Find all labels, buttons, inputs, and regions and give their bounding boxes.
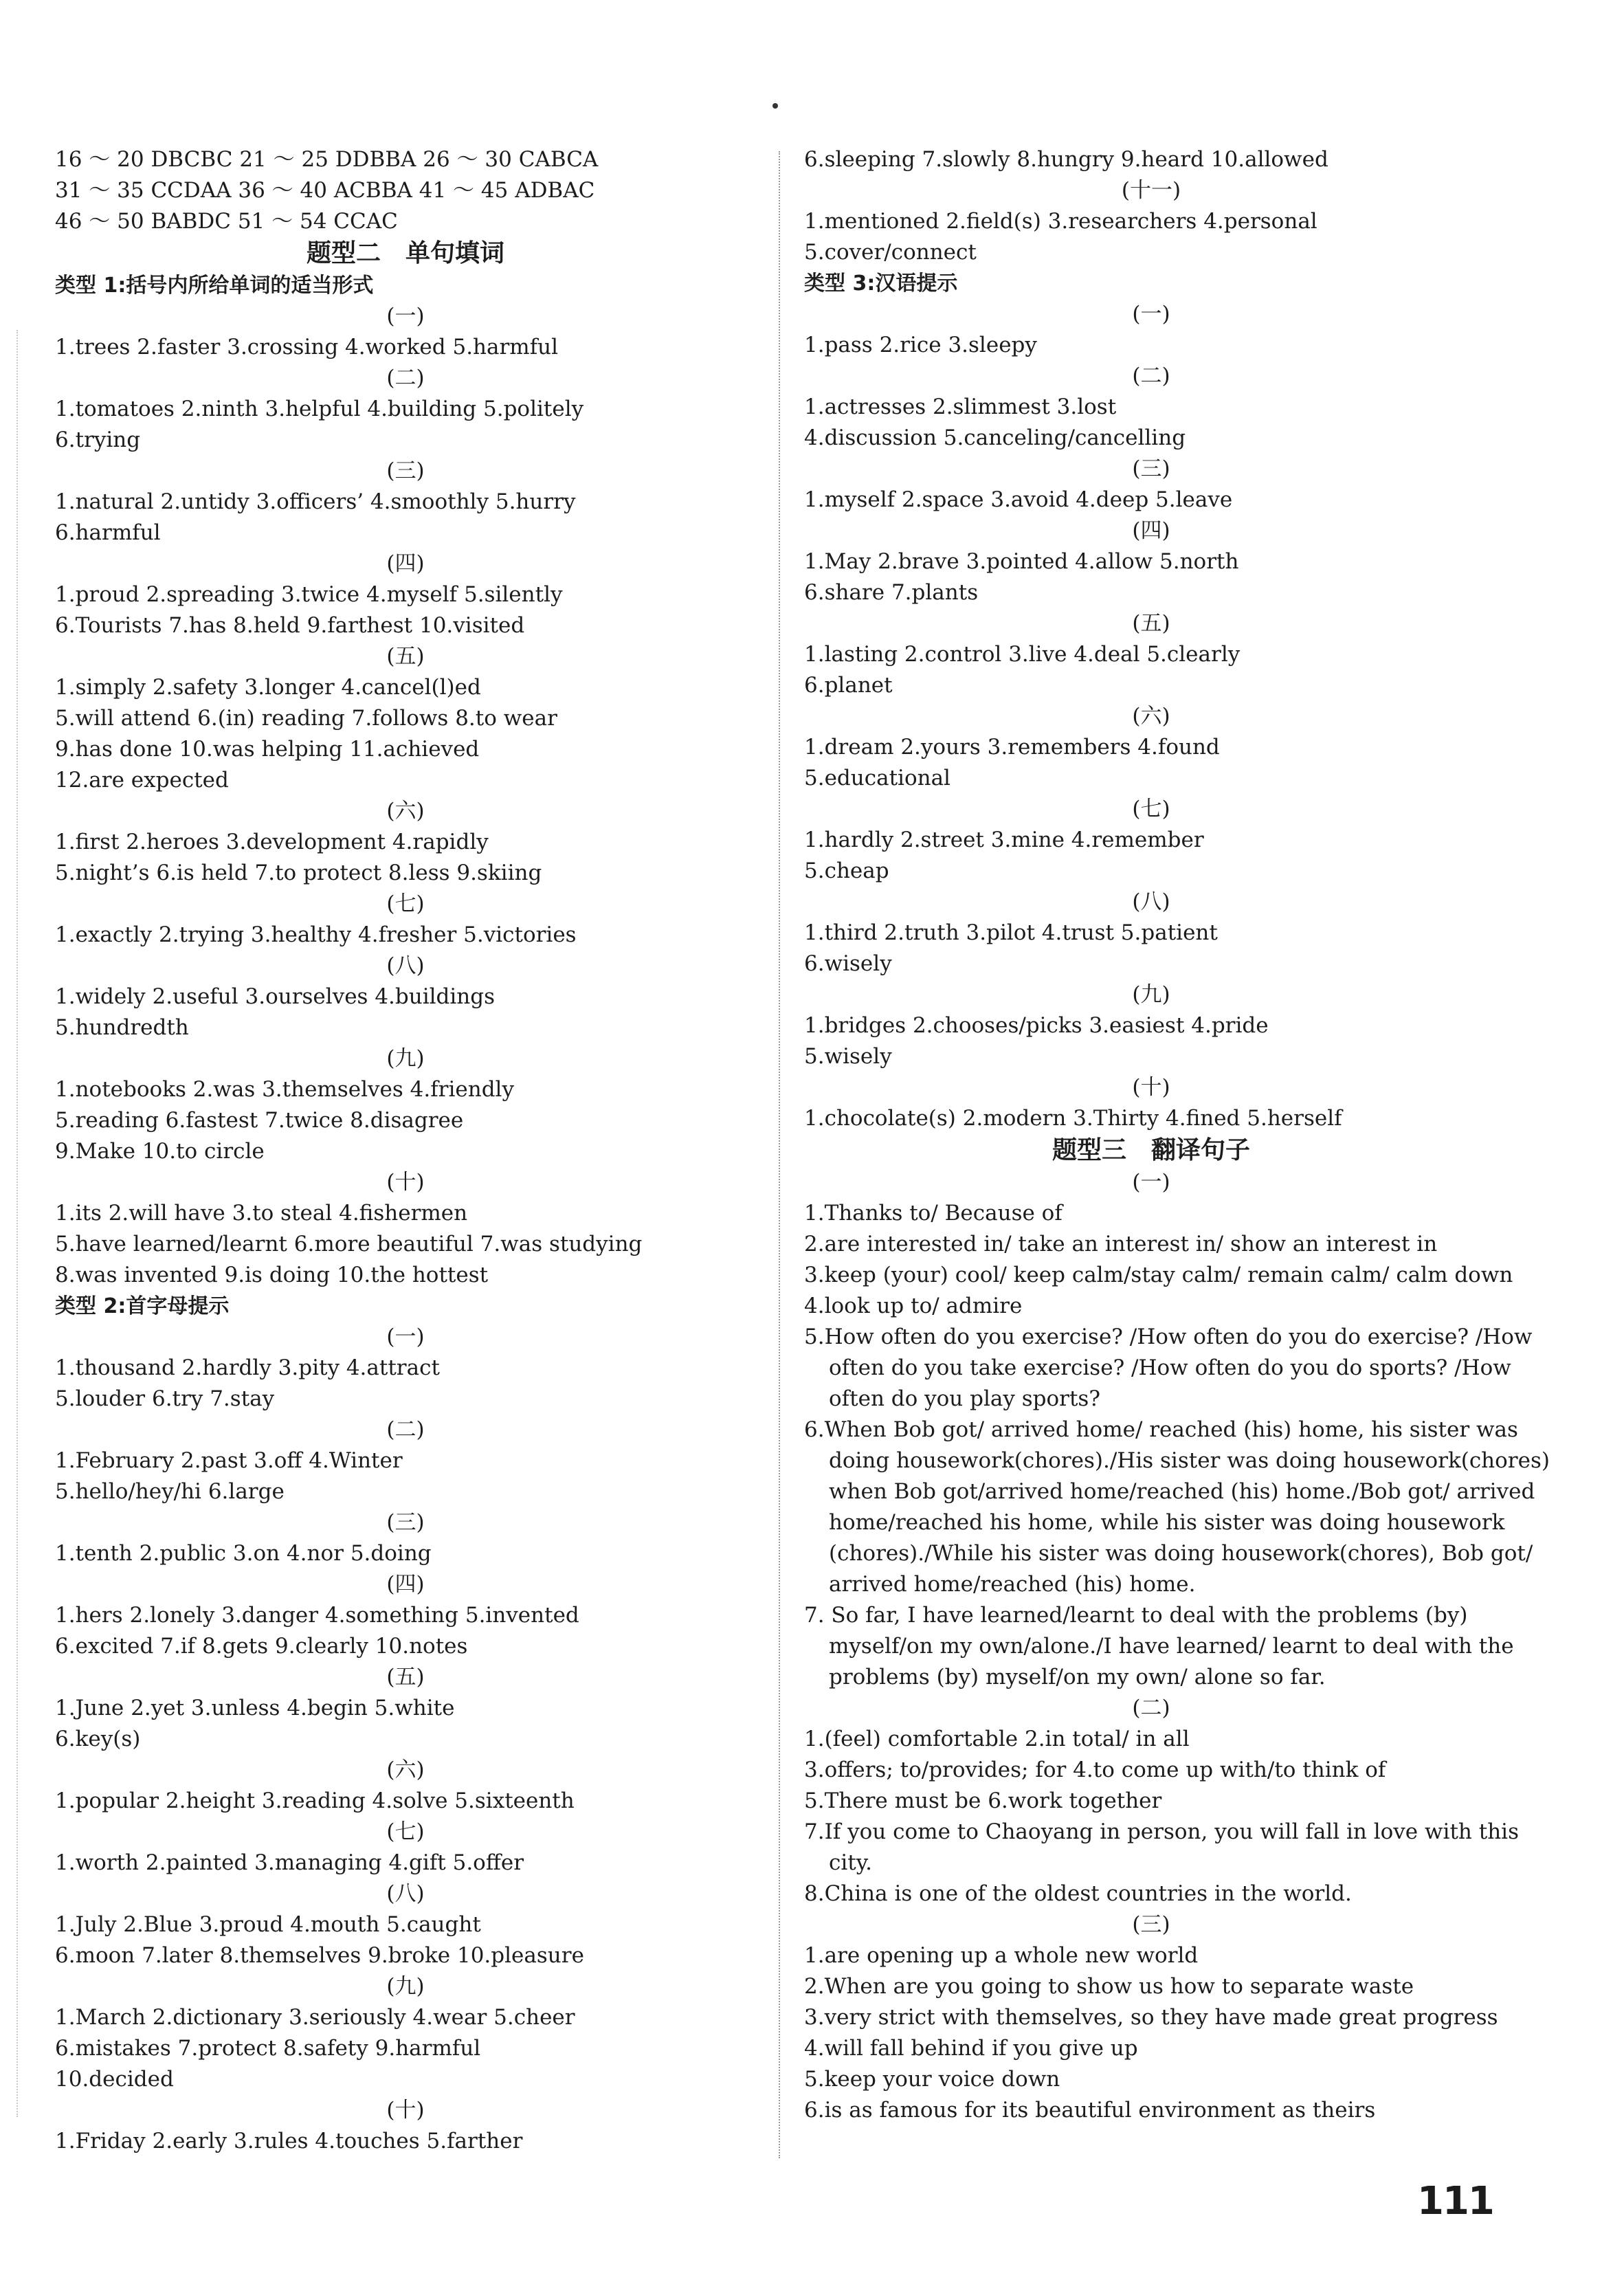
group-label: (三) — [1132, 1912, 1170, 1937]
answer-line: arrived home/reached (his) home. — [829, 1572, 1196, 1597]
answer-line: 1.worth 2.painted 3.managing 4.gift 5.offer — [55, 1850, 524, 1875]
answer-line: 1.myself 2.space 3.avoid 4.deep 5.leave — [804, 487, 1233, 512]
group-label: (八) — [386, 953, 425, 978]
group-label: (二) — [1132, 364, 1170, 388]
group-label: (九) — [1132, 982, 1170, 1007]
answer-line: 5.hello/hey/hi 6.large — [55, 1479, 285, 1504]
column-divider — [779, 151, 780, 2158]
answer-line: city. — [829, 1850, 872, 1875]
section-title: 题型三 翻译句子 — [1052, 1136, 1250, 1164]
answer-line: 6.excited 7.if 8.gets 9.clearly 10.notes — [55, 1634, 468, 1659]
type-heading: 类型 1:括号内所给单词的适当形式 — [55, 274, 374, 298]
group-label: (五) — [386, 644, 425, 669]
answer-line: 1.proud 2.spreading 3.twice 4.myself 5.silently — [55, 582, 563, 607]
group-label: (九) — [386, 1974, 425, 1999]
answer-line: 1.first 2.heroes 3.development 4.rapidly — [55, 830, 489, 854]
group-label: (十) — [386, 1170, 425, 1195]
answer-line: 5.wisely — [804, 1044, 892, 1069]
scan-dot — [772, 103, 778, 109]
group-label: (一) — [386, 304, 425, 329]
answer-line: 6.When Bob got/ arrived home/ reached (his) home, his sister was — [804, 1417, 1518, 1442]
answer-line: when Bob got/arrived home/reached (his) home./Bob got/ arrived — [829, 1479, 1535, 1504]
answer-line: 46 ～ 50 BABDC 51 ～ 54 CCAC — [55, 209, 398, 234]
answer-line: 6.trying — [55, 428, 141, 452]
answer-line: 1.March 2.dictionary 3.seriously 4.wear 5.cheer — [55, 2005, 575, 2030]
answer-line: 4.discussion 5.canceling/cancelling — [804, 425, 1186, 450]
answer-line: 5.will attend 6.(in) reading 7.follows 8.to wear — [55, 706, 557, 731]
answer-line: 1.pass 2.rice 3.sleepy — [804, 333, 1037, 357]
group-label: (三) — [386, 1510, 425, 1535]
answer-line: 5.cover/connect — [804, 240, 977, 265]
answer-line: 6.harmful — [55, 520, 161, 545]
answer-line: often do you take exercise? /How often do you do sports? /How — [829, 1355, 1511, 1380]
answer-line: 6.sleeping 7.slowly 8.hungry 9.heard 10.allowed — [804, 147, 1328, 172]
answer-line: 3.keep (your) cool/ keep calm/stay calm/ remain calm/ calm down — [804, 1263, 1513, 1287]
group-label: (九) — [386, 1046, 425, 1071]
group-label: (三) — [386, 458, 425, 483]
answer-line: 1.mentioned 2.field(s) 3.researchers 4.personal — [804, 209, 1317, 234]
answer-line: 5.hundredth — [55, 1015, 189, 1040]
type-heading: 类型 2:首字母提示 — [55, 1294, 230, 1318]
group-label: (三) — [1132, 456, 1170, 481]
answer-line: 6.is as famous for its beautiful environment as theirs — [804, 2098, 1376, 2123]
answer-line: 1.tomatoes 2.ninth 3.helpful 4.building 5.politely — [55, 397, 584, 421]
group-label: (四) — [1132, 518, 1170, 543]
group-label: (六) — [1132, 704, 1170, 729]
answer-line: 12.are expected — [55, 768, 229, 793]
group-label: (八) — [386, 1881, 425, 1906]
answer-line: problems (by) myself/on my own/ alone so far. — [829, 1665, 1326, 1690]
answer-line: doing housework(chores)./His sister was doing housework(chores) — [829, 1448, 1550, 1473]
answer-line: 5.reading 6.fastest 7.twice 8.disagree — [55, 1108, 464, 1133]
group-label: (四) — [386, 1572, 425, 1597]
answer-line: 6.moon 7.later 8.themselves 9.broke 10.pleasure — [55, 1943, 584, 1968]
answer-line: 6.key(s) — [55, 1727, 141, 1751]
answer-line: 1.Friday 2.early 3.rules 4.touches 5.farther — [55, 2129, 523, 2153]
answer-line: 7. So far, I have learned/learnt to deal with the problems (by) — [804, 1603, 1468, 1628]
group-label: (七) — [386, 1819, 425, 1844]
group-label: (一) — [1132, 1170, 1170, 1195]
answer-line: (chores)./While his sister was doing housework(chores), Bob got/ — [829, 1541, 1533, 1566]
answer-line: 1.(feel) comfortable 2.in total/ in all — [804, 1727, 1190, 1751]
answer-line: 1.bridges 2.chooses/picks 3.easiest 4.pride — [804, 1013, 1269, 1038]
answer-line: 1.July 2.Blue 3.proud 4.mouth 5.caught — [55, 1912, 481, 1937]
answer-line: 1.notebooks 2.was 3.themselves 4.friendly — [55, 1077, 514, 1102]
answer-line: 1.trees 2.faster 3.crossing 4.worked 5.harmful — [55, 335, 559, 359]
answer-line: 3.offers; to/provides; for 4.to come up with/to think of — [804, 1758, 1386, 1782]
section-title: 题型二 单句填词 — [306, 239, 504, 267]
answer-line: 8.was invented 9.is doing 10.the hottest — [55, 1263, 489, 1287]
group-label: (八) — [1132, 889, 1170, 914]
right-column — [804, 144, 1550, 2126]
type-heading: 类型 3:汉语提示 — [804, 272, 958, 296]
answer-line: 1.thousand 2.hardly 3.pity 4.attract — [55, 1355, 440, 1380]
answer-line: 5.louder 6.try 7.stay — [55, 1386, 275, 1411]
answer-line: 9.Make 10.to circle — [55, 1139, 265, 1164]
answer-line: 5.How often do you exercise? /How often do you do exercise? /How — [804, 1325, 1533, 1349]
group-label: (七) — [1132, 797, 1170, 821]
answer-line: 7.If you come to Chaoyang in person, you will fall in love with this — [804, 1819, 1519, 1844]
answer-line: 1.June 2.yet 3.unless 4.begin 5.white — [55, 1696, 455, 1720]
group-label: (二) — [386, 1417, 425, 1442]
answer-line: 1.its 2.will have 3.to steal 4.fishermen — [55, 1201, 468, 1226]
group-label: (一) — [1132, 302, 1170, 326]
answer-line: 1.February 2.past 3.off 4.Winter — [55, 1448, 403, 1473]
group-label: (四) — [386, 551, 425, 576]
group-label: (六) — [386, 799, 425, 823]
binding-edge — [16, 330, 18, 2117]
answer-line: 5.educational — [804, 766, 950, 790]
answer-line: 1.hers 2.lonely 3.danger 4.something 5.invented — [55, 1603, 579, 1628]
answer-line: 1.are opening up a whole new world — [804, 1943, 1199, 1968]
left-column — [55, 144, 756, 2157]
answer-line: 6.Tourists 7.has 8.held 9.farthest 10.visited — [55, 613, 525, 638]
answer-line: 31 ～ 35 CCDAA 36 ～ 40 ACBBA 41 ～ 45 ADBAC — [55, 178, 595, 203]
answer-line: myself/on my own/alone./I have learned/ learnt to deal with the — [829, 1634, 1514, 1659]
answer-line: 1.widely 2.useful 3.ourselves 4.buildings — [55, 984, 496, 1009]
answer-line: 1.natural 2.untidy 3.officers’ 4.smoothly 5.hurry — [55, 489, 576, 514]
answer-line: home/reached his home, while his sister was doing housework — [829, 1510, 1505, 1535]
answer-line: 1.hardly 2.street 3.mine 4.remember — [804, 828, 1204, 852]
answer-line: 4.will fall behind if you give up — [804, 2036, 1138, 2061]
answer-line: 6.wisely — [804, 951, 892, 976]
answer-line: 3.very strict with themselves, so they have made great progress — [804, 2005, 1498, 2030]
answer-line: 1.tenth 2.public 3.on 4.nor 5.doing — [55, 1541, 432, 1566]
answer-line: 1.chocolate(s) 2.modern 3.Thirty 4.fined 5.herself — [804, 1106, 1342, 1131]
answer-line: 6.share 7.plants — [804, 580, 979, 605]
answer-line: 1.actresses 2.slimmest 3.lost — [804, 395, 1117, 419]
group-label: (二) — [1132, 1696, 1170, 1720]
group-label: (十) — [386, 2098, 425, 2123]
answer-line: 16 ～ 20 DBCBC 21 ～ 25 DDBBA 26 ～ 30 CABCA — [55, 147, 599, 172]
answer-line: 5.There must be 6.work together — [804, 1788, 1162, 1813]
answer-line: 1.popular 2.height 3.reading 4.solve 5.sixteenth — [55, 1788, 575, 1813]
answer-line: 1.simply 2.safety 3.longer 4.cancel(l)ed — [55, 675, 481, 700]
answer-line: 5.night’s 6.is held 7.to protect 8.less 9.skiing — [55, 861, 542, 885]
group-label: (七) — [386, 891, 425, 916]
group-label: (五) — [386, 1665, 425, 1690]
answer-line: 5.keep your voice down — [804, 2067, 1060, 2092]
answer-line: 5.cheap — [804, 858, 889, 883]
answer-line: 1.third 2.truth 3.pilot 4.trust 5.patient — [804, 920, 1218, 945]
answer-line: 2.When are you going to show us how to separate waste — [804, 1974, 1414, 1999]
group-label: (六) — [386, 1758, 425, 1782]
group-label: (十一) — [1121, 178, 1181, 203]
group-label: (五) — [1132, 611, 1170, 636]
answer-line: 6.planet — [804, 673, 893, 698]
group-label: (十) — [1132, 1075, 1170, 1100]
group-label: (二) — [386, 366, 425, 390]
answer-line: 8.China is one of the oldest countries in the world. — [804, 1881, 1352, 1906]
answer-line: 9.has done 10.was helping 11.achieved — [55, 737, 480, 762]
answer-line: 1.exactly 2.trying 3.healthy 4.fresher 5.victories — [55, 922, 577, 947]
answer-line: 6.mistakes 7.protect 8.safety 9.harmful — [55, 2036, 481, 2061]
answer-line: 1.May 2.brave 3.pointed 4.allow 5.north — [804, 549, 1239, 574]
answer-line: 5.have learned/learnt 6.more beautiful 7.was studying — [55, 1232, 643, 1256]
answer-line: 1.lasting 2.control 3.live 4.deal 5.clearly — [804, 642, 1241, 667]
page-number: 111 — [1417, 2179, 1493, 2224]
answer-line: 1.Thanks to/ Because of — [804, 1201, 1063, 1226]
answer-line: 1.dream 2.yours 3.remembers 4.found — [804, 735, 1220, 760]
group-label: (一) — [386, 1325, 425, 1349]
answer-line: 2.are interested in/ take an interest in/ show an interest in — [804, 1232, 1438, 1256]
answer-line: 10.decided — [55, 2067, 174, 2092]
answer-line: 4.look up to/ admire — [804, 1294, 1023, 1318]
answer-line: often do you play sports? — [829, 1386, 1100, 1411]
